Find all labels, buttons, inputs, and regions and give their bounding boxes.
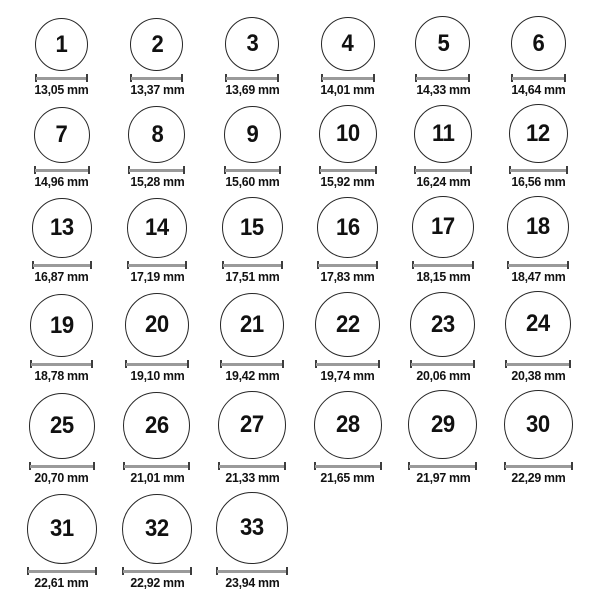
diameter-label: 18,78 mm bbox=[34, 368, 89, 383]
diameter-ruler bbox=[122, 567, 192, 575]
diameter-label: 14,33 mm bbox=[415, 82, 470, 97]
ruler-right-tick-icon bbox=[95, 567, 97, 575]
ruler-bar bbox=[30, 465, 94, 468]
diameter-ruler bbox=[35, 74, 88, 82]
ring-circle bbox=[128, 106, 185, 163]
ring-circle bbox=[225, 17, 279, 71]
diameter-ruler bbox=[30, 360, 93, 368]
ring-size-item bbox=[109, 494, 204, 590]
diameter-label: 20,06 mm bbox=[415, 368, 470, 383]
ring-circle bbox=[218, 391, 286, 459]
diameter-ruler bbox=[125, 360, 189, 368]
ring-circle bbox=[30, 294, 93, 357]
diameter-label: 22,61 mm bbox=[34, 575, 89, 590]
ring-size-number: 20 bbox=[145, 311, 169, 338]
ring-circle bbox=[415, 16, 470, 71]
ruler-right-tick-icon bbox=[571, 462, 573, 470]
chart-row bbox=[14, 104, 586, 189]
diameter-ruler bbox=[130, 74, 183, 82]
ruler-right-tick-icon bbox=[473, 360, 475, 368]
ruler-bar bbox=[28, 570, 96, 573]
chart-row bbox=[14, 196, 586, 284]
ruler-right-tick-icon bbox=[468, 74, 470, 82]
diameter-label: 21,33 mm bbox=[225, 470, 280, 485]
ruler-right-tick-icon bbox=[181, 74, 183, 82]
ruler-right-tick-icon bbox=[380, 462, 382, 470]
diameter-ruler bbox=[218, 462, 286, 470]
ring-circle bbox=[505, 291, 571, 357]
ruler-right-tick-icon bbox=[86, 74, 88, 82]
ring-size-number: 30 bbox=[526, 410, 551, 438]
diameter-ruler bbox=[224, 166, 281, 174]
ring-size-item bbox=[205, 492, 300, 590]
ruler-right-tick-icon bbox=[185, 261, 187, 269]
ring-size-item bbox=[14, 18, 109, 97]
ruler-bar bbox=[413, 264, 473, 267]
ring-size-number: 13 bbox=[49, 214, 74, 241]
ruler-right-tick-icon bbox=[566, 166, 568, 174]
diameter-label: 21,65 mm bbox=[320, 470, 375, 485]
ring-size-number: 8 bbox=[151, 120, 163, 148]
ring-size-number: 11 bbox=[431, 120, 455, 147]
ruler-bar bbox=[221, 363, 283, 366]
ring-circle bbox=[412, 196, 474, 258]
ruler-right-tick-icon bbox=[284, 462, 286, 470]
ring-circle bbox=[130, 18, 183, 71]
diameter-ruler bbox=[32, 261, 92, 269]
diameter-ruler bbox=[128, 166, 185, 174]
diameter-label: 18,47 mm bbox=[511, 269, 566, 284]
ring-size-item bbox=[14, 294, 109, 383]
ruler-bar bbox=[124, 465, 189, 468]
diameter-label: 16,87 mm bbox=[34, 269, 89, 284]
diameter-label: 19,42 mm bbox=[225, 368, 280, 383]
ring-size-number: 6 bbox=[532, 29, 545, 57]
ring-circle bbox=[29, 393, 95, 459]
ring-size-number: 31 bbox=[49, 515, 74, 542]
ring-size-number: 33 bbox=[240, 514, 265, 541]
diameter-ruler bbox=[504, 462, 573, 470]
ring-size-item bbox=[395, 390, 490, 485]
ring-size-item bbox=[205, 106, 300, 189]
ruler-right-tick-icon bbox=[472, 261, 474, 269]
ring-size-item bbox=[491, 16, 586, 97]
ring-size-item bbox=[109, 106, 204, 189]
diameter-ruler bbox=[314, 462, 382, 470]
ring-size-number: 14 bbox=[145, 214, 169, 241]
ruler-bar bbox=[411, 363, 474, 366]
ring-size-number: 26 bbox=[145, 411, 169, 439]
diameter-label: 13,37 mm bbox=[129, 82, 184, 97]
ruler-bar bbox=[409, 465, 476, 468]
diameter-ruler bbox=[507, 261, 569, 269]
ring-circle bbox=[220, 293, 284, 357]
diameter-label: 16,24 mm bbox=[415, 174, 470, 189]
ring-size-number: 18 bbox=[526, 213, 551, 240]
ruler-bar bbox=[316, 363, 379, 366]
diameter-label: 22,92 mm bbox=[129, 575, 184, 590]
ruler-right-tick-icon bbox=[282, 360, 284, 368]
diameter-label: 19,74 mm bbox=[320, 368, 375, 383]
ring-size-item bbox=[395, 196, 490, 284]
ruler-bar bbox=[223, 264, 282, 267]
ruler-right-tick-icon bbox=[564, 74, 566, 82]
ruler-bar bbox=[510, 169, 567, 172]
ruler-bar bbox=[31, 363, 92, 366]
diameter-ruler bbox=[412, 261, 474, 269]
ring-size-number: 15 bbox=[240, 213, 265, 241]
diameter-label: 16,56 mm bbox=[511, 174, 566, 189]
ring-size-number: 9 bbox=[246, 120, 259, 148]
diameter-label: 20,70 mm bbox=[34, 470, 89, 485]
ruler-right-tick-icon bbox=[279, 166, 281, 174]
ring-size-item bbox=[109, 198, 204, 284]
diameter-label: 19,10 mm bbox=[129, 368, 184, 383]
ring-size-number: 23 bbox=[431, 310, 455, 338]
ruler-bar bbox=[33, 264, 91, 267]
diameter-label: 15,92 mm bbox=[320, 174, 375, 189]
diameter-ruler bbox=[216, 567, 288, 575]
diameter-label: 14,01 mm bbox=[320, 82, 375, 97]
ruler-bar bbox=[322, 77, 374, 80]
ring-circle bbox=[222, 197, 283, 258]
diameter-label: 14,64 mm bbox=[511, 82, 566, 97]
ruler-right-tick-icon bbox=[190, 567, 192, 575]
chart-row bbox=[14, 492, 586, 590]
ring-size-number: 3 bbox=[246, 30, 259, 57]
ring-size-number: 22 bbox=[335, 310, 360, 338]
ring-circle bbox=[125, 293, 189, 357]
diameter-ruler bbox=[505, 360, 571, 368]
ruler-bar bbox=[225, 169, 280, 172]
diameter-label: 23,94 mm bbox=[225, 575, 280, 590]
ruler-bar bbox=[129, 169, 184, 172]
ring-circle bbox=[32, 198, 92, 258]
ring-circle bbox=[122, 494, 192, 564]
ruler-right-tick-icon bbox=[286, 567, 288, 575]
ring-circle bbox=[408, 390, 477, 459]
diameter-ruler bbox=[509, 166, 568, 174]
ring-size-number: 21 bbox=[240, 311, 265, 338]
ring-circle bbox=[216, 492, 288, 564]
ruler-right-tick-icon bbox=[90, 261, 92, 269]
diameter-ruler bbox=[225, 74, 279, 82]
ring-circle bbox=[123, 392, 190, 459]
chart-row bbox=[14, 291, 586, 383]
ring-circle bbox=[509, 104, 568, 163]
ring-circle bbox=[321, 17, 375, 71]
diameter-label: 17,83 mm bbox=[320, 269, 375, 284]
ring-size-item bbox=[109, 293, 204, 383]
ruler-bar bbox=[416, 77, 469, 80]
ruler-bar bbox=[123, 570, 191, 573]
ring-size-item bbox=[205, 293, 300, 383]
diameter-ruler bbox=[27, 567, 97, 575]
ring-circle bbox=[224, 106, 281, 163]
diameter-ruler bbox=[319, 166, 377, 174]
ring-size-number: 7 bbox=[55, 121, 68, 148]
diameter-label: 17,51 mm bbox=[225, 269, 280, 284]
ruler-right-tick-icon bbox=[91, 360, 93, 368]
ring-size-item bbox=[109, 392, 204, 485]
diameter-label: 14,96 mm bbox=[34, 174, 89, 189]
ruler-bar bbox=[512, 77, 565, 80]
diameter-label: 17,19 mm bbox=[129, 269, 184, 284]
ring-size-item bbox=[14, 198, 109, 284]
ring-size-item bbox=[109, 18, 204, 97]
ring-circle bbox=[410, 292, 475, 357]
ring-size-number: 10 bbox=[335, 120, 360, 147]
ring-circle bbox=[34, 107, 90, 163]
ruler-right-tick-icon bbox=[93, 462, 95, 470]
ring-size-item bbox=[300, 105, 395, 189]
ring-size-item bbox=[300, 17, 395, 97]
ring-size-item bbox=[491, 291, 586, 383]
ring-size-number: 25 bbox=[49, 412, 74, 439]
ruler-bar bbox=[219, 465, 285, 468]
ruler-right-tick-icon bbox=[376, 261, 378, 269]
diameter-ruler bbox=[321, 74, 375, 82]
ruler-right-tick-icon bbox=[88, 166, 90, 174]
ring-size-number: 5 bbox=[437, 29, 449, 57]
ring-size-item bbox=[14, 107, 109, 189]
diameter-ruler bbox=[220, 360, 284, 368]
ring-size-number: 32 bbox=[145, 515, 169, 542]
ruler-bar bbox=[318, 264, 377, 267]
diameter-label: 13,05 mm bbox=[34, 82, 89, 97]
diameter-ruler bbox=[414, 166, 472, 174]
diameter-label: 20,38 mm bbox=[511, 368, 566, 383]
ring-size-number: 29 bbox=[431, 410, 455, 438]
diameter-label: 21,01 mm bbox=[129, 470, 184, 485]
diameter-ruler bbox=[410, 360, 475, 368]
ring-size-number: 1 bbox=[55, 30, 68, 58]
ruler-bar bbox=[320, 169, 376, 172]
ring-size-number: 24 bbox=[526, 310, 551, 337]
ring-circle bbox=[127, 198, 187, 258]
ring-circle bbox=[507, 196, 569, 258]
ring-circle bbox=[35, 18, 88, 71]
ruler-right-tick-icon bbox=[378, 360, 380, 368]
ring-size-number: 2 bbox=[151, 30, 163, 58]
ruler-right-tick-icon bbox=[373, 74, 375, 82]
diameter-label: 15,28 mm bbox=[129, 174, 184, 189]
ruler-bar bbox=[217, 570, 287, 573]
ruler-bar bbox=[415, 169, 471, 172]
ruler-bar bbox=[128, 264, 186, 267]
ring-size-item bbox=[491, 104, 586, 189]
ring-size-item bbox=[300, 292, 395, 383]
ruler-right-tick-icon bbox=[183, 166, 185, 174]
ring-circle bbox=[315, 292, 380, 357]
ruler-bar bbox=[226, 77, 278, 80]
ruler-right-tick-icon bbox=[277, 74, 279, 82]
ruler-right-tick-icon bbox=[567, 261, 569, 269]
diameter-ruler bbox=[222, 261, 283, 269]
ring-size-item bbox=[300, 391, 395, 485]
ruler-bar bbox=[36, 77, 87, 80]
ring-size-item bbox=[491, 196, 586, 284]
ring-circle bbox=[317, 197, 378, 258]
diameter-ruler bbox=[127, 261, 187, 269]
ring-size-item bbox=[205, 391, 300, 485]
ring-size-item bbox=[395, 105, 490, 189]
diameter-label: 21,97 mm bbox=[415, 470, 470, 485]
ring-size-number: 4 bbox=[341, 30, 354, 57]
ruler-bar bbox=[131, 77, 182, 80]
ring-size-item bbox=[395, 292, 490, 383]
diameter-label: 18,15 mm bbox=[415, 269, 470, 284]
ring-circle bbox=[319, 105, 377, 163]
ring-size-number: 27 bbox=[240, 411, 265, 438]
ring-size-number: 16 bbox=[335, 213, 360, 241]
ruler-right-tick-icon bbox=[188, 462, 190, 470]
ring-size-item bbox=[395, 16, 490, 97]
ring-size-number: 12 bbox=[526, 119, 551, 147]
ring-circle bbox=[511, 16, 566, 71]
ring-size-item bbox=[205, 197, 300, 284]
diameter-label: 22,29 mm bbox=[511, 470, 566, 485]
ruler-right-tick-icon bbox=[187, 360, 189, 368]
ring-size-item bbox=[205, 17, 300, 97]
ring-circle bbox=[504, 390, 573, 459]
chart-row bbox=[14, 390, 586, 485]
ring-size-item bbox=[491, 390, 586, 485]
diameter-label: 15,60 mm bbox=[225, 174, 280, 189]
ruler-bar bbox=[126, 363, 188, 366]
diameter-ruler bbox=[317, 261, 378, 269]
ring-size-item bbox=[14, 393, 109, 485]
ruler-bar bbox=[505, 465, 572, 468]
ring-size-item bbox=[14, 494, 109, 590]
ring-size-number: 19 bbox=[49, 311, 74, 339]
diameter-ruler bbox=[123, 462, 190, 470]
ring-size-number: 17 bbox=[431, 213, 455, 240]
chart-row bbox=[14, 16, 586, 97]
ruler-bar bbox=[506, 363, 570, 366]
ruler-right-tick-icon bbox=[475, 462, 477, 470]
ruler-bar bbox=[315, 465, 381, 468]
diameter-ruler bbox=[29, 462, 95, 470]
ruler-bar bbox=[508, 264, 568, 267]
ruler-bar bbox=[35, 169, 89, 172]
diameter-ruler bbox=[511, 74, 566, 82]
ring-size-number: 28 bbox=[335, 411, 360, 438]
ruler-right-tick-icon bbox=[281, 261, 283, 269]
ring-circle bbox=[414, 105, 472, 163]
ring-circle bbox=[27, 494, 97, 564]
diameter-label: 13,69 mm bbox=[225, 82, 280, 97]
ring-circle bbox=[314, 391, 382, 459]
diameter-ruler bbox=[408, 462, 477, 470]
ring-size-item bbox=[300, 197, 395, 284]
diameter-ruler bbox=[315, 360, 380, 368]
ruler-right-tick-icon bbox=[569, 360, 571, 368]
diameter-ruler bbox=[415, 74, 470, 82]
diameter-ruler bbox=[34, 166, 90, 174]
ruler-right-tick-icon bbox=[375, 166, 377, 174]
ruler-right-tick-icon bbox=[470, 166, 472, 174]
